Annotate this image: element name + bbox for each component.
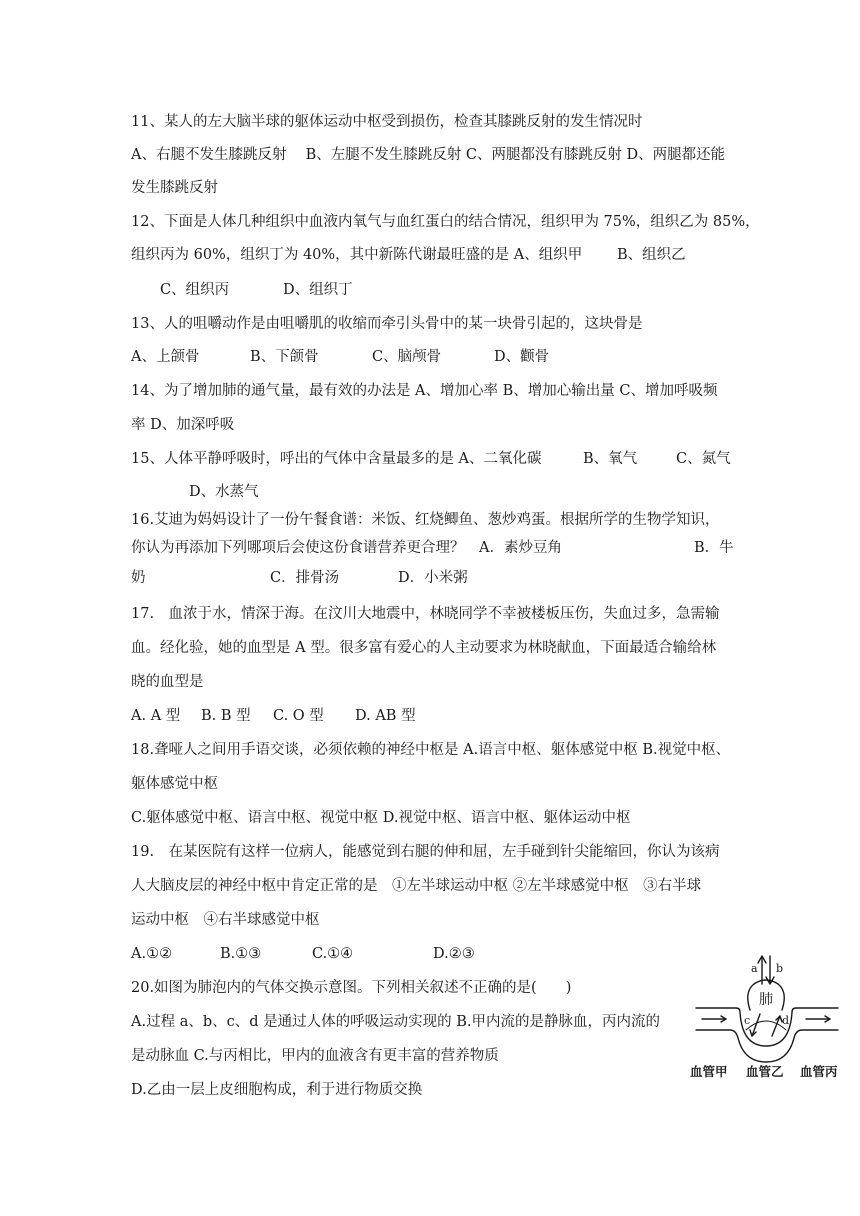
q17-line-1: 17. 血浓于水，情深于海。在汶川大地震中，林晓同学不幸被楼板压伤，失血过多，急需输	[131, 606, 720, 622]
q19-line-2: 人大脑皮层的神经中枢中肯定正常的是 ①左半球运动中枢 ②左半球感觉中枢 ③右半球	[131, 878, 702, 894]
q19-option-d: D.②③	[433, 946, 475, 962]
q13-option-c: C、脑颅骨	[372, 349, 442, 365]
q16-line-2: 你认为再添加下列哪项后会使这份食谱营养更合理？ A．素炒豆角	[131, 540, 562, 556]
q16-line-1: 16.艾迪为妈妈设计了一份午餐食谱：米饭、红烧鲫鱼、葱炒鸡蛋。根据所学的生物学知识，	[131, 512, 720, 528]
q14-line-1: 14、为了增加肺的通气量，最有效的办法是 A、增加心率 B、增加心输出量 C、增加呼吸频	[131, 383, 718, 399]
q12-option-b: B、组织乙	[617, 247, 686, 263]
q20-stem: 20.如图为肺泡内的气体交换示意图。下列相关叙述不正确的是( )	[131, 980, 572, 996]
q13-option-b: B、下颌骨	[250, 349, 319, 365]
q15-option-b: B、氧气	[583, 451, 638, 467]
vessel-1-label: 血管甲	[690, 1064, 728, 1079]
q17-line-3: 晓的血型是	[131, 674, 204, 690]
arrow-b-label: b	[776, 962, 784, 975]
q19-line-3: 运动中枢 ④右半球感觉中枢	[131, 912, 320, 928]
q19-option-c: C.①④	[312, 946, 354, 962]
q15-option-d: D、水蒸气	[189, 484, 259, 500]
q20-line-2: A.过程 a、b、c、d 是通过人体的呼吸运动实现的 B.甲内流的是静脉血，丙内流的	[131, 1014, 660, 1030]
q19-option-a: A.①②	[131, 946, 173, 962]
q19-line-1: 19. 在某医院有这样一位病人，能感觉到右腿的伸和屈，左手碰到针尖能缩回，你认为该病	[131, 844, 720, 860]
q11-options: A、右腿不发生膝跳反射 B、左腿不发生膝跳反射 C、两腿都没有膝跳反射 D、两腿都还能	[131, 147, 726, 163]
q18-line-2: 躯体感觉中枢	[131, 776, 218, 792]
arrow-d-line	[772, 1016, 780, 1036]
q17-option-a: A. A 型	[131, 708, 181, 724]
q15-line-1: 15、人体平静呼吸时，呼出的气体中含量最多的是 A、二氧化碳	[131, 451, 542, 467]
q17-option-d: D. AB 型	[355, 708, 416, 724]
q14-line-2: 率 D、加深呼吸	[131, 417, 235, 433]
q12-option-c: C、组织丙	[160, 282, 230, 298]
q13-option-a: A、上颌骨	[131, 349, 200, 365]
q20-line-4: D.乙由一层上皮细胞构成，利于进行物质交换	[131, 1082, 423, 1098]
alveolus-gas-exchange-diagram	[688, 950, 844, 1080]
organ-label: 肺	[759, 992, 773, 1008]
vessel-2-label: 血管乙	[746, 1064, 784, 1079]
q20-line-3: 是动脉血 C.与丙相比，甲内的血液含有更丰富的营养物质	[131, 1048, 499, 1064]
q16-option-d: D．小米粥	[398, 570, 468, 586]
arrow-c-label: c	[744, 1014, 751, 1027]
q16-option-c: C．排骨汤	[270, 570, 340, 586]
q12-line-2: 组织丙为 60%，组织丁为 40%，其中新陈代谢最旺盛的是 A、组织甲	[131, 247, 583, 263]
q12-option-d: D、组织丁	[283, 282, 353, 298]
arrow-a-label: a	[751, 962, 758, 975]
vessel-upper-wall	[696, 1008, 838, 1046]
q15-option-c: C、氮气	[676, 451, 731, 467]
vessel-3-label: 血管丙	[800, 1064, 838, 1079]
q13-stem: 13、人的咀嚼动作是由咀嚼肌的收缩而牵引头骨中的某一块骨引起的，这块骨是	[131, 316, 643, 332]
q18-line-1: 18.聋哑人之间用手语交谈，必须依赖的神经中枢是 A.语言中枢、躯体感觉中枢 B.视觉中枢、	[131, 742, 731, 758]
q13-option-d: D、颧骨	[494, 349, 550, 365]
arrow-d-label: d	[782, 1014, 790, 1027]
q16-option-b: B．牛	[694, 540, 734, 556]
q16-option-b-cont: 奶	[131, 570, 146, 586]
q19-option-b: B.①③	[220, 946, 262, 962]
q18-line-3: C.躯体感觉中枢、语言中枢、视觉中枢 D.视觉中枢、语言中枢、躯体运动中枢	[131, 810, 631, 826]
alveolus-inner-arc	[746, 1021, 786, 1030]
q11-options-cont: 发生膝跳反射	[131, 180, 218, 196]
q11-stem: 11、某人的左大脑半球的躯体运动中枢受到损伤，检查其膝跳反射的发生情况时	[131, 114, 643, 130]
q12-line-1: 12、下面是人体几种组织中血液内氧气与血红蛋白的结合情况，组织甲为 75%，组织乙为 85%，	[131, 214, 760, 230]
q17-line-2: 血。经化验，她的血型是 A 型。很多富有爱心的人主动要求为林晓献血，下面最适合输给林	[131, 640, 717, 656]
q17-option-b: B. B 型	[201, 708, 251, 724]
q17-option-c: C. O 型	[273, 708, 324, 724]
